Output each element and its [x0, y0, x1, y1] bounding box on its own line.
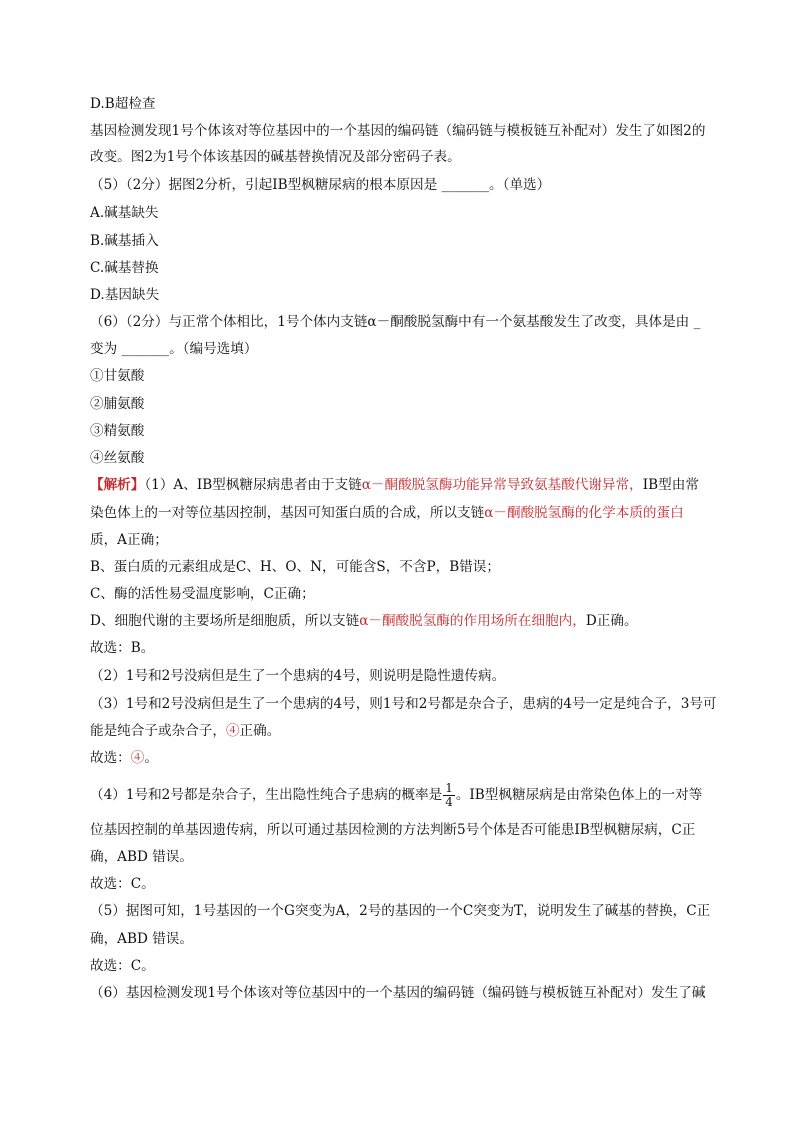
- q6-option-2: ②脯氨酸: [90, 396, 145, 412]
- analysis-q4-line-1: （4）1号和2号都是杂合子，生出隐性纯合子患病的概率是 $\frac{1}{4}$ 。IB型枫糖尿病是由常染色体上的一对等: [90, 781, 703, 809]
- answer-5: 故选：C。: [90, 958, 155, 974]
- answer-4: 故选：C。: [90, 876, 155, 892]
- q6-stem-1: （6）（2分）与正常个体相比，1号个体内支链α－酮酸脱氢酶中有一个氨基酸发生了改变，具体是由 _: [90, 314, 701, 330]
- option-d: D.B超检查: [90, 96, 156, 112]
- analysis-q4-line-3: 确，ABD 错误。: [90, 849, 193, 865]
- analysis-q2: （2）1号和2号没病但是生了一个患病的4号，则说明是隐性遗传病。: [90, 668, 506, 684]
- q5-option-d: D.基因缺失: [90, 287, 160, 303]
- q6-option-3: ③精氨酸: [90, 423, 145, 439]
- analysis-q5-line-2: 确，ABD 错误。: [90, 931, 193, 947]
- analysis-option-b: B、蛋白质的元素组成是C、H、O、N，可能含S，不含P，B错误；: [90, 559, 500, 575]
- intro-line-2: 改变。图2为1号个体该基因的碱基替换情况及部分密码子表。: [90, 149, 461, 165]
- fraction-one-quarter: $\frac{1}{4}$: [445, 781, 453, 809]
- analysis-line-1: 【解析】（1）A、IB型枫糖尿病患者由于支链α－酮酸脱氢酶功能异常导致氨基酸代谢异常，IB型由常: [90, 477, 699, 493]
- circled-number-4: ④: [225, 723, 240, 739]
- q5-stem: （5）（2分）据图2分析，引起IB型枫糖尿病的根本原因是 _______。（单选）: [90, 177, 551, 193]
- analysis-option-d: D、细胞代谢的主要场所是细胞质，所以支链α－酮酸脱氢酶的作用场所在细胞内，D正确。: [90, 613, 638, 629]
- q5-option-c: C.碱基替换: [90, 260, 159, 276]
- analysis-q4-line-2: 位基因控制的单基因遗传病，所以可通过基因检测的方法判断5号个体是否可能患IB型枫糖尿病，C正: [90, 822, 696, 838]
- q6-option-1: ①甘氨酸: [90, 368, 145, 384]
- q5-option-b: B.碱基插入: [90, 233, 159, 249]
- analysis-line-3: 质，A正确；: [90, 532, 168, 548]
- analysis-q6-line-1: （6）基因检测发现1号个体该对等位基因中的一个基因的编码链（编码链与模板链互补配对）发生了碱: [90, 985, 706, 1001]
- intro-line-1: 基因检测发现1号个体该对等位基因中的一个基因的编码链（编码链与模板链互补配对）发生了如图2的: [90, 123, 706, 139]
- analysis-q3-line-2: 能是纯合子或杂合子，④正确。: [90, 723, 281, 739]
- analysis-label: 【解析】: [90, 477, 145, 493]
- q5-option-a: A.碱基缺失: [90, 205, 159, 221]
- answer-1: 故选：B。: [90, 640, 155, 656]
- answer-3: 故选：④。: [90, 750, 158, 766]
- analysis-line-2: 染色体上的一对等位基因控制，基因可知蛋白质的合成，所以支链α－酮酸脱氢酶的化学本质的蛋白: [90, 505, 684, 521]
- analysis-q5-line-1: （5）据图可知，1号基因的一个G突变为A，2号的基因的一个C突变为T，说明发生了碱基的替换，C正: [90, 903, 711, 919]
- analysis-q3-line-1: （3）1号和2号没病但是生了一个患病的4号，则1号和2号都是杂合子，患病的4号一定是纯合子，3号可: [90, 696, 717, 712]
- analysis-option-c: C、酶的活性易受温度影响，C正确；: [90, 586, 315, 602]
- q6-option-4: ④丝氨酸: [90, 450, 145, 466]
- q6-stem-2: 变为 _______。（编号选填）: [90, 341, 258, 357]
